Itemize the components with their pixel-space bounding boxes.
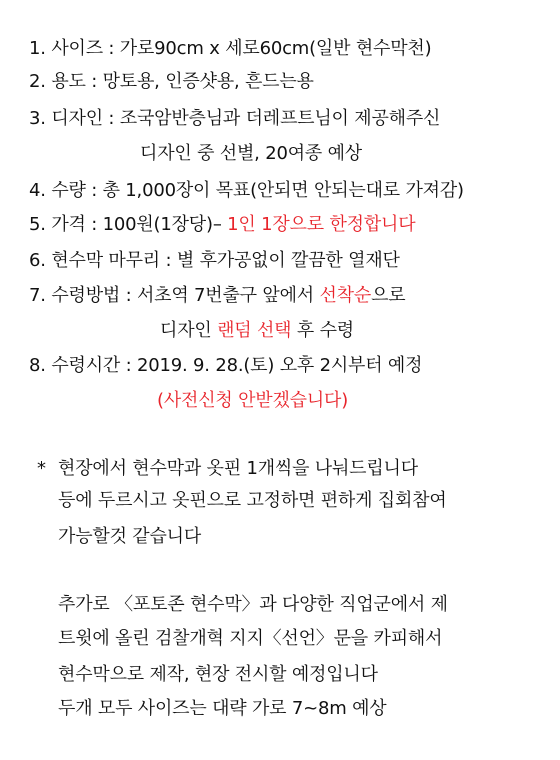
extra-line-3 (58, 664, 378, 686)
extra-line-2 (58, 628, 442, 650)
item-7-after: 으로 (371, 285, 406, 306)
item-7-continuation (160, 320, 354, 342)
item-6-number: 6. (29, 250, 46, 271)
item-8-cont-highlight: (사전신청 안받겠습니다) (157, 390, 349, 411)
note-line-3 (58, 526, 201, 548)
note-star-mark: * (37, 458, 46, 479)
item-8-text: 수령시간 : 2019. 9. 28.(토) 오후 2시부터 예정 (51, 355, 423, 376)
item-7-highlight: 선착순 (319, 285, 372, 306)
extra-line-2-text: 트윗에 올린 검찰개혁 지지〈선언〉문을 카피해서 (58, 628, 443, 649)
item-6 (29, 250, 400, 272)
item-4-text: 수량 : 총 1,000장이 목표(안되면 안되는대로 가져감) (51, 180, 464, 201)
item-7-cont-post: 후 수령 (291, 320, 354, 341)
item-1-text: 사이즈 : 가로90cm x 세로60cm(일반 현수막천) (51, 38, 432, 59)
item-8 (29, 355, 422, 377)
item-8-continuation (157, 390, 348, 412)
item-1-number: 1. (29, 38, 46, 59)
note-line-2-text: 등에 두르시고 옷핀으로 고정하면 편하게 집회참여 (58, 490, 447, 511)
item-2-text: 용도 : 망토용, 인증샷용, 흔드는용 (51, 71, 314, 92)
item-7-cont-highlight: 랜덤 선택 (217, 320, 292, 341)
note-star (37, 458, 46, 480)
extra-line-4 (58, 698, 386, 720)
extra-line-3-text: 현수막으로 제작, 현장 전시할 예정입니다 (58, 664, 378, 685)
item-2 (29, 71, 314, 93)
extra-line-1 (58, 594, 448, 616)
item-3-continuation (140, 143, 362, 165)
note-line-2 (58, 490, 447, 512)
item-3-number: 3. (29, 108, 46, 129)
item-3-cont-text: 디자인 중 선별, 20여종 예상 (140, 143, 362, 164)
note-line-3-text: 가능할것 같습니다 (58, 526, 202, 547)
item-5 (29, 214, 415, 236)
item-7-cont-pre: 디자인 (160, 320, 218, 341)
extra-line-1-text: 추가로 〈포토존 현수막〉과 다양한 직업군에서 제 (58, 594, 448, 615)
extra-line-4-text: 두개 모두 사이즈는 대략 가로 7~8m 예상 (58, 698, 387, 719)
item-4-number: 4. (29, 180, 46, 201)
item-2-number: 2. (29, 71, 46, 92)
item-8-number: 8. (29, 355, 46, 376)
item-6-text: 현수막 마무리 : 별 후가공없이 깔끔한 열재단 (51, 250, 400, 271)
item-5-number: 5. (29, 214, 46, 235)
item-7-text: 수령방법 : 서초역 7번출구 앞에서 (51, 285, 320, 306)
note-line-1-text: 현장에서 현수막과 옷핀 1개씩을 나눠드립니다 (58, 458, 418, 479)
item-3 (29, 108, 440, 130)
note-line-1 (58, 458, 418, 480)
item-4 (29, 180, 464, 202)
item-3-text: 디자인 : 조국암반층님과 더레프트님이 제공해주신 (51, 108, 441, 129)
item-5-text: 가격 : 100원(1장당)– (51, 214, 228, 235)
item-7 (29, 285, 405, 307)
item-1 (29, 38, 431, 60)
item-5-highlight: 1인 1장으로 한정합니다 (227, 214, 416, 235)
item-7-number: 7. (29, 285, 46, 306)
